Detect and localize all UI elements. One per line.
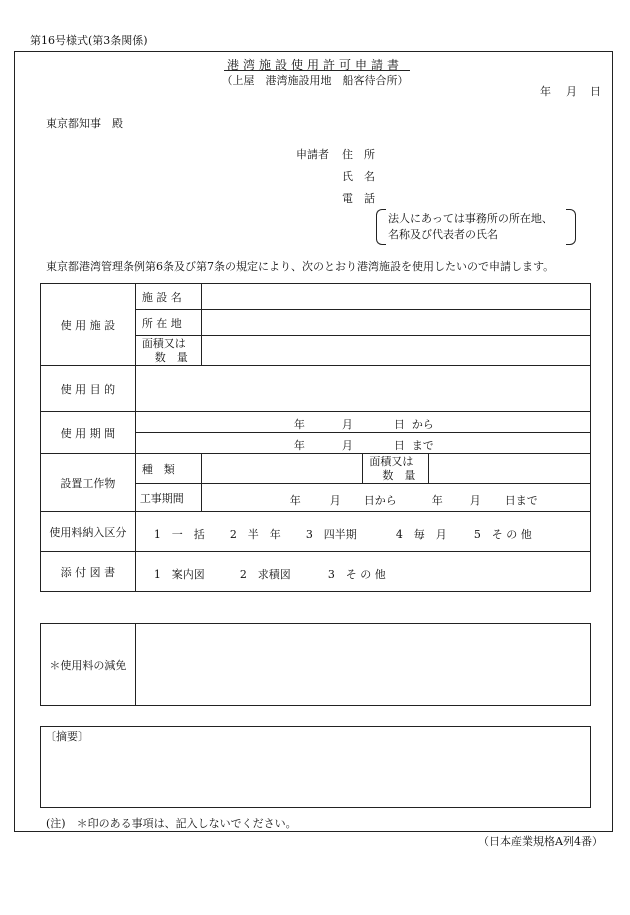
applicant-note-line1: 法人にあっては事務所の所在地、 xyxy=(388,212,553,225)
facility-label: 使 用 施 設 xyxy=(41,284,136,366)
purpose-label: 使 用 目 的 xyxy=(41,366,136,412)
work-to-month: 月 xyxy=(469,494,481,507)
attachment-option-area[interactable]: 2 求積図 xyxy=(239,568,291,581)
structure-kind-label: 種 類 xyxy=(135,454,201,484)
work-from-year: 年 xyxy=(289,494,301,507)
applicant-label: 申請者 xyxy=(296,148,329,161)
date-day: 日 xyxy=(590,85,601,98)
note-bracket-left xyxy=(376,209,386,245)
work-to-day: 日まで xyxy=(504,494,538,507)
summary-box[interactable] xyxy=(40,726,591,808)
period-label: 使 用 期 間 xyxy=(41,412,136,454)
fee-option-other[interactable]: 5 そ の 他 xyxy=(473,528,532,541)
form-number: 第16号様式(第3条関係) xyxy=(30,34,148,47)
facility-name-field[interactable] xyxy=(201,284,590,310)
work-from-month: 月 xyxy=(329,494,341,507)
fee-option-monthly[interactable]: 4 毎 月 xyxy=(395,528,447,541)
addressee: 東京都知事 殿 xyxy=(46,117,123,130)
title-underline xyxy=(224,70,410,71)
fee-options[interactable] xyxy=(135,512,590,552)
application-table xyxy=(40,283,591,592)
purpose-field[interactable] xyxy=(135,366,590,412)
fee-label: 使用料納入区分 xyxy=(41,512,136,552)
period-from-day: 日 xyxy=(393,418,405,431)
structure-label: 設置工作物 xyxy=(41,454,136,512)
summary-label: 〔摘要〕 xyxy=(45,730,89,743)
facility-area-label-line1: 面積又は xyxy=(141,336,186,350)
period-from-year: 年 xyxy=(293,418,305,431)
period-to-day: 日 xyxy=(393,439,405,452)
fee-option-lump[interactable]: 1 一 括 xyxy=(153,528,205,541)
facility-area-field[interactable] xyxy=(201,336,590,366)
attachment-option-map[interactable]: 1 案内図 xyxy=(153,568,205,581)
applicant-name-label: 氏 名 xyxy=(342,170,375,183)
period-to-row[interactable] xyxy=(135,433,590,454)
fee-option-quarter[interactable]: 3 四半期 xyxy=(305,528,357,541)
facility-area-label xyxy=(135,336,201,366)
facility-area-label-line2: 数 量 xyxy=(154,350,188,364)
period-to-suffix: まで xyxy=(411,439,434,452)
structure-area-field[interactable] xyxy=(429,454,591,484)
structure-area-label-line2: 数 量 xyxy=(382,468,416,482)
work-from-day: 日から xyxy=(363,494,397,507)
fee-option-half-year[interactable]: 2 半 年 xyxy=(229,528,281,541)
period-from-row[interactable] xyxy=(135,412,590,433)
applicant-address-label: 住 所 xyxy=(342,148,375,161)
paper-size-footer: （日本産業規格A列4番） xyxy=(478,835,603,848)
facility-location-label: 所 在 地 xyxy=(135,310,201,336)
reduction-table xyxy=(40,623,591,706)
structure-kind-field[interactable] xyxy=(201,454,363,484)
note: (注) ＊印のある事項は、記入しないでください。 xyxy=(46,817,297,830)
facility-location-field[interactable] xyxy=(201,310,590,336)
date-month: 月 xyxy=(566,85,577,98)
date-year: 年 xyxy=(540,85,551,98)
period-to-month: 月 xyxy=(341,439,353,452)
work-to-year: 年 xyxy=(431,494,443,507)
reduction-field[interactable] xyxy=(135,624,590,706)
attachment-options[interactable] xyxy=(135,552,590,592)
attachments-label: 添 付 図 書 xyxy=(41,552,136,592)
form-title: 港湾施設使用許可申請書 xyxy=(226,58,403,72)
period-to-year: 年 xyxy=(293,439,305,452)
applicant-note-line2: 名称及び代表者の氏名 xyxy=(388,228,498,241)
form-subtitle: （上屋 港湾施設用地 船客待合所） xyxy=(221,74,409,87)
work-period-label: 工事期間 xyxy=(135,484,201,512)
period-from-month: 月 xyxy=(341,418,353,431)
structure-area-label-line1: 面積又は xyxy=(369,454,414,468)
attachment-option-other[interactable]: 3 そ の 他 xyxy=(327,568,386,581)
reduction-label: ＊使用料の減免 xyxy=(41,624,136,706)
application-statement: 東京都港湾管理条例第6条及び第7条の規定により、次のとおり港湾施設を使用したいので申請します。 xyxy=(46,260,555,273)
structure-area-label xyxy=(363,454,429,484)
applicant-phone-label: 電 話 xyxy=(342,192,375,205)
work-period-field[interactable] xyxy=(201,484,590,512)
facility-name-label: 施 設 名 xyxy=(135,284,201,310)
note-bracket-right xyxy=(566,209,576,245)
period-from-suffix: から xyxy=(411,418,434,431)
